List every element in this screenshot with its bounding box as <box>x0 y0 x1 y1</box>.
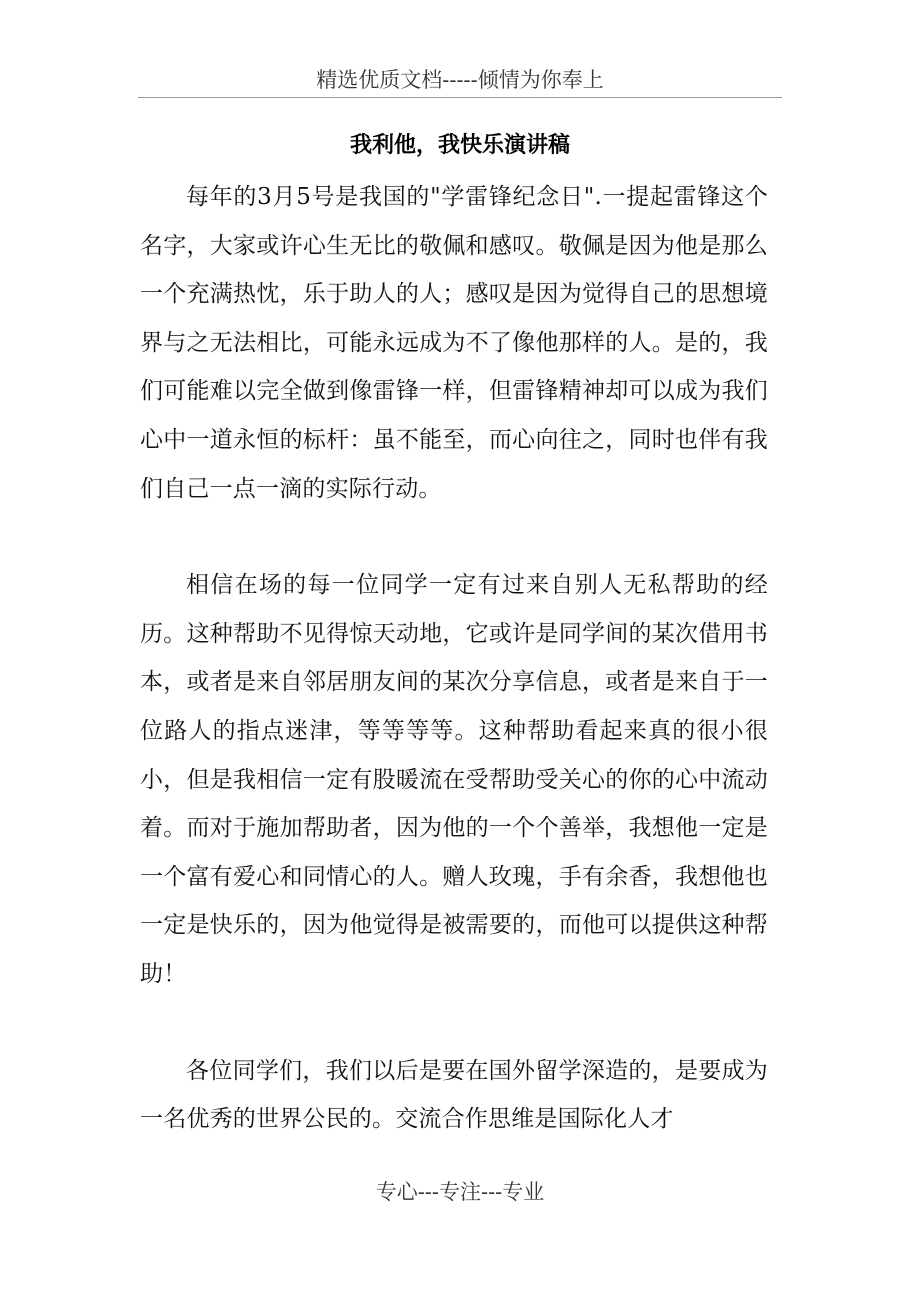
page-header: 精选优质文档-----倾情为你奉上 <box>316 68 604 92</box>
paragraph: 各位同学们，我们以后是要在国外留学深造的，是要成为一名优秀的世界公民的。交流合作思维是国际化人才 <box>140 1057 768 1133</box>
paragraph: 相信在场的每一位同学一定有过来自别人无私帮助的经历。这种帮助不见得惊天动地，它或许是同学间的某次借用书本，或者是来自邻居朋友间的某次分享信息，或者是来自于一位路人的指点迷津，等等等等。这种帮助看起来真的很小很小，但是我相信一定有股暖流在受帮助受关心的你的心中流动着。而对于施加帮助者，因为他的一个个善举，我想他一定是一个富有爱心和同情心的人。赠人玫瑰，手有余香，我想他也一定是快乐的，因为他觉得是被需要的，而他可以提供这种帮助！ <box>140 572 768 987</box>
document-body <box>140 173 768 1144</box>
header-divider <box>138 97 782 98</box>
page-footer: 专心---专注---专业 <box>375 1180 545 1204</box>
paragraph: 每年的3月5号是我国的"学雷锋纪念日".一提起雷锋这个名字，大家或许心生无比的敬佩和感叹。敬佩是因为他是那么一个充满热忱，乐于助人的人；感叹是因为觉得自己的思想境界与之无法相比，可能永远成为不了像他那样的人。是的，我们可能难以完全做到像雷锋一样，但雷锋精神却可以成为我们心中一道永恒的标杆：虽不能至，而心向往之，同时也伴有我们自己一点一滴的实际行动。 <box>140 184 768 502</box>
document-title: 我利他，我快乐演讲稿 <box>349 132 570 158</box>
